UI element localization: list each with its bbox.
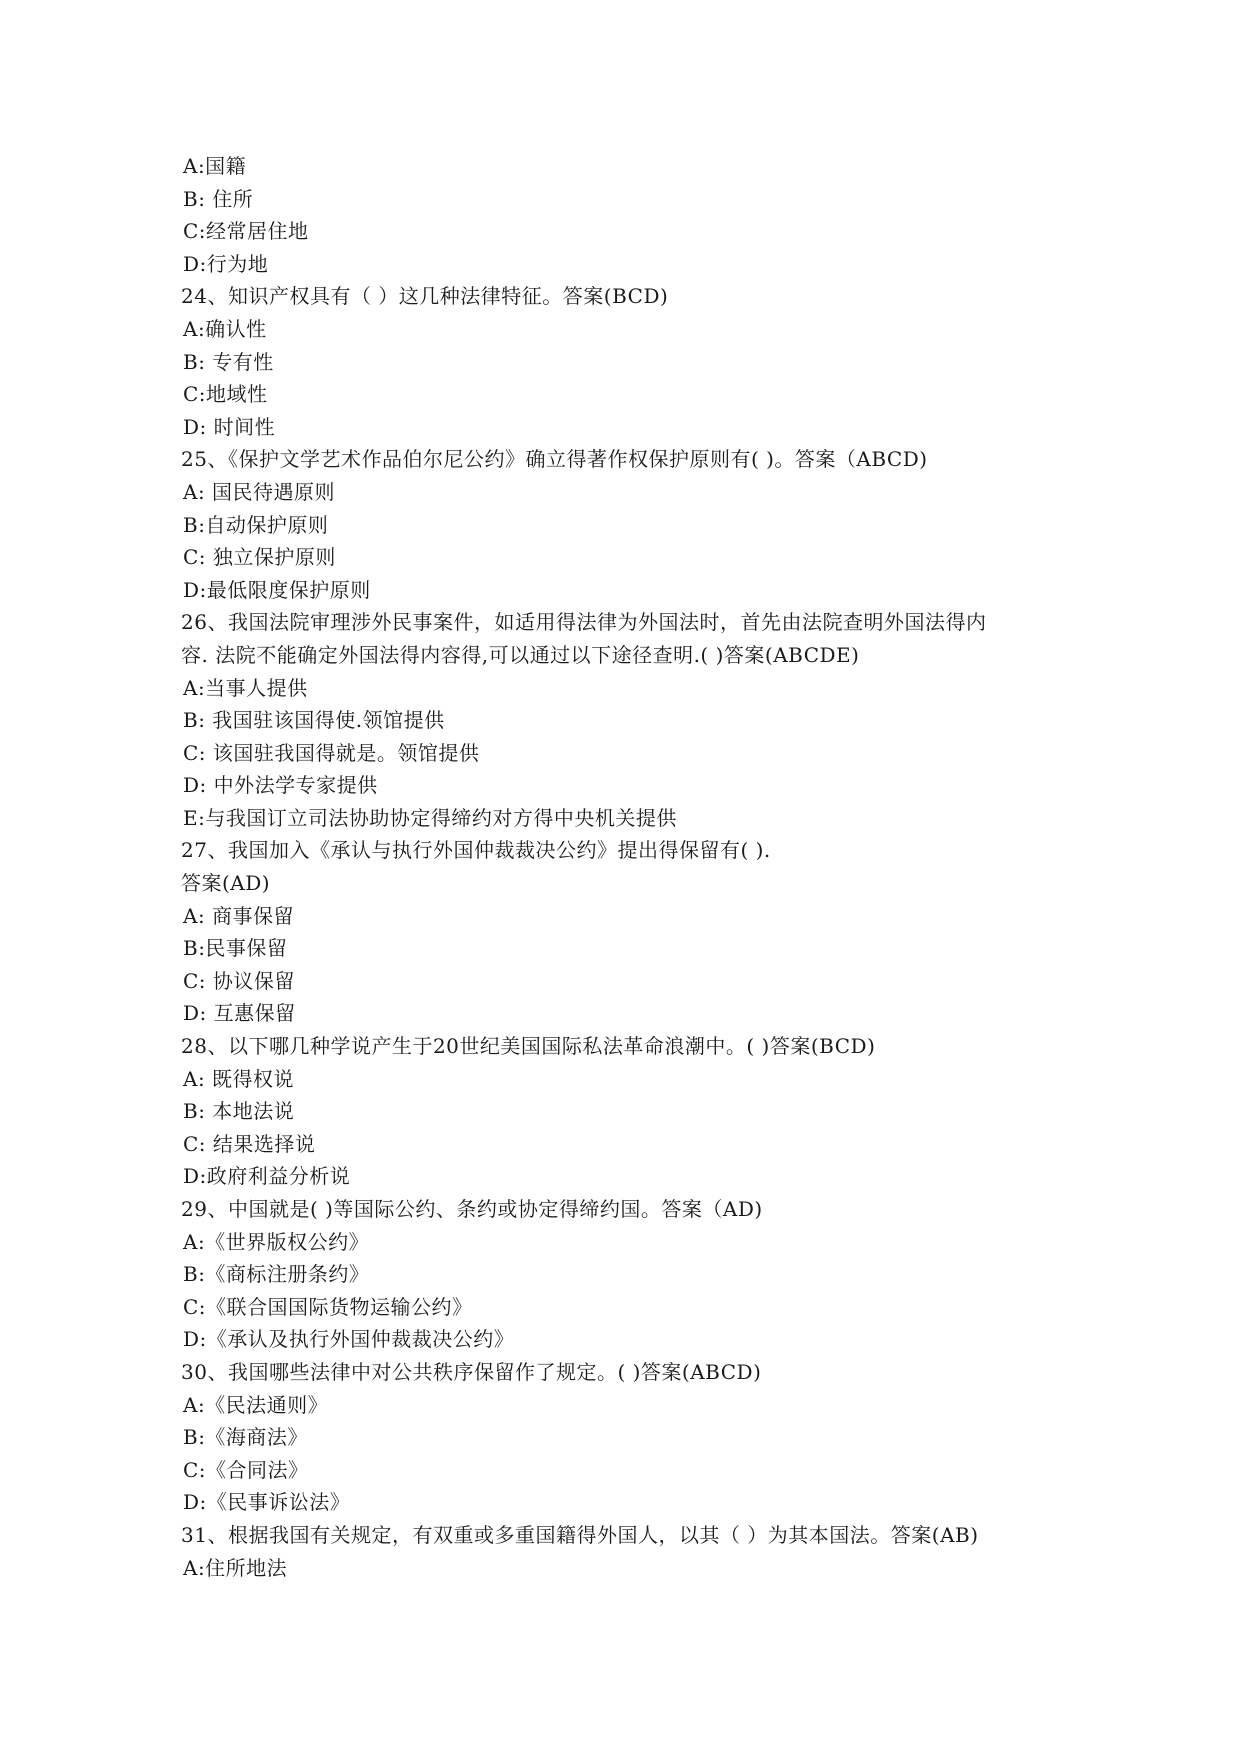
question-26: 26、我国法院审理涉外民事案件，如适用得法律为外国法时，首先由法院查明外国法得内 xyxy=(181,610,987,635)
question-list xyxy=(181,150,1061,1584)
option-line: D:《民事诉讼法》 xyxy=(183,1490,351,1515)
option-line: D:最低限度保护原则 xyxy=(183,577,371,602)
option-line: A:国籍 xyxy=(183,154,247,178)
option-line: C:经常居住地 xyxy=(183,219,309,244)
option-line: A:当事人提供 xyxy=(183,675,308,700)
option-line: B:《商标注册条约》 xyxy=(183,1262,370,1287)
option-line: B: 我国驻该国得使.领馆提供 xyxy=(183,708,445,733)
option-line: A:《民法通则》 xyxy=(183,1392,329,1417)
answer-line: 答案(AD) xyxy=(181,871,271,896)
question-31: 31、根据我国有关规定，有双重或多重国籍得外国人，以其（ ）为其本国法。答案(AB) xyxy=(181,1522,979,1547)
option-line: D:政府利益分析说 xyxy=(183,1164,351,1189)
option-line: A: 既得权说 xyxy=(183,1066,295,1091)
option-line: B: 住所 xyxy=(183,186,254,211)
option-line: A:住所地法 xyxy=(183,1555,288,1580)
option-line: A:确认性 xyxy=(183,316,267,341)
option-line: D: 时间性 xyxy=(183,414,276,439)
option-line: B:自动保护原则 xyxy=(183,512,329,537)
option-line: D: 互惠保留 xyxy=(183,1001,296,1026)
option-line: B: 本地法说 xyxy=(183,1099,295,1124)
question-24: 24、知识产权具有（ ）这几种法律特征。答案(BCD) xyxy=(181,284,669,309)
option-line: A: 商事保留 xyxy=(183,903,295,928)
option-line: B: 专有性 xyxy=(183,349,274,374)
option-line: C: 协议保留 xyxy=(183,968,295,993)
question-30: 30、我国哪些法律中对公共秩序保留作了规定。( )答案(ABCD) xyxy=(181,1359,762,1384)
option-line: D:《承认及执行外国仲裁裁决公约》 xyxy=(183,1327,515,1352)
question-28: 28、以下哪几种学说产生于20世纪美国国际私法革命浪潮中。( )答案(BCD) xyxy=(181,1034,876,1059)
option-line: C:《合同法》 xyxy=(183,1457,309,1482)
option-line: C: 独立保护原则 xyxy=(183,545,336,570)
option-line: D: 中外法学专家提供 xyxy=(183,773,378,798)
question-27: 27、我国加入《承认与执行外国仲裁裁决公约》提出得保留有( ). xyxy=(181,838,771,863)
option-line: B:民事保留 xyxy=(183,936,288,961)
option-line: A:《世界版权公约》 xyxy=(183,1229,370,1254)
option-line: B:《海商法》 xyxy=(183,1425,308,1450)
option-line: A: 国民待遇原则 xyxy=(183,479,336,504)
question-29: 29、中国就是( )等国际公约、条约或协定得缔约国。答案（AD) xyxy=(181,1197,763,1221)
option-line: C:地域性 xyxy=(183,382,268,407)
option-line: C: 结果选择说 xyxy=(183,1131,316,1156)
option-line: E:与我国订立司法协助协定得缔约对方得中央机关提供 xyxy=(183,805,677,830)
option-line: C:《联合国国际货物运输公约》 xyxy=(183,1294,473,1319)
option-line: D:行为地 xyxy=(183,251,269,276)
question-26-cont: 容. 法院不能确定外国法得内容得,可以通过以下途径查明.( )答案(ABCDE) xyxy=(181,642,860,667)
option-line: C: 该国驻我国得就是。领馆提供 xyxy=(183,740,480,765)
question-25: 25、《保护文学艺术作品伯尔尼公约》确立得著作权保护原则有( )。答案（ABCD) xyxy=(181,447,928,472)
